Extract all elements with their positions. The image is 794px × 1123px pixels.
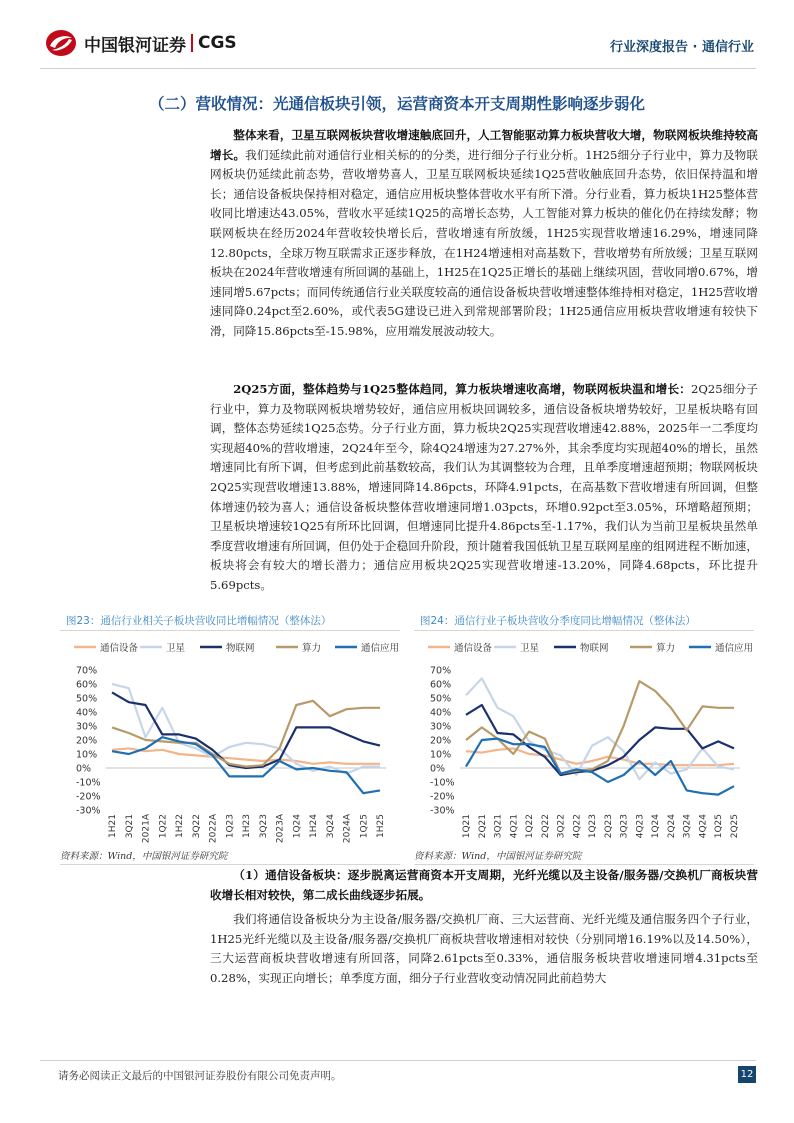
x-tick-label: 2Q23 xyxy=(603,814,614,839)
galaxy-logo-icon xyxy=(44,28,78,58)
x-tick-label: 3Q23 xyxy=(619,814,630,839)
x-tick-label: 2Q22 xyxy=(540,814,551,839)
legend-label: 物联网 xyxy=(580,643,609,654)
paragraph-equipment-body xyxy=(210,910,758,988)
chart-title: 图24：通信行业子板块营收分季度同比增幅情况（整体法） xyxy=(420,615,696,627)
y-tick-label: 40% xyxy=(430,707,452,719)
y-tick-label: 10% xyxy=(76,749,98,761)
chart-legend xyxy=(74,642,399,654)
legend-label: 卫星 xyxy=(166,643,186,654)
chart-subsector-yoy xyxy=(60,612,400,844)
logo xyxy=(44,28,237,58)
y-tick-label: 60% xyxy=(76,679,98,691)
series-line-通信设备 xyxy=(466,748,734,765)
x-tick-label: 4Q22 xyxy=(572,814,583,839)
chart-legend xyxy=(428,642,753,654)
page-number: 12 xyxy=(738,1066,756,1083)
paragraph-lead: （1）通信设备板块：逐步脱离运营商资本开支周期，光纤光缆以及主设备/服务器/交换机厂商板块营收增长相对较快，第二成长曲线逐步拓展。 xyxy=(210,868,758,902)
x-tick-label: 1Q23 xyxy=(588,814,599,839)
y-axis xyxy=(76,666,101,817)
y-tick-label: -10% xyxy=(430,777,455,789)
x-axis xyxy=(462,814,740,839)
chart-title: 图23：通信行业相关子板块营收同比增幅情况（整体法） xyxy=(66,615,332,627)
x-tick-label: 2022A xyxy=(208,814,219,844)
legend-label: 物联网 xyxy=(226,643,255,654)
x-tick-label: 3Q21 xyxy=(124,814,135,839)
legend-label: 通信应用 xyxy=(715,643,754,654)
y-tick-label: -30% xyxy=(430,805,455,817)
paragraph-body: 我们将通信设备板块分为主设备/服务器/交换机厂商、三大运营商、光纤光缆及通信服务四个子行业，1H25光纤光缆以及主设备/服务器/交换机厂商板块营收增速相对较快（分别同增16.19%以及14.50%），三大运营商板块营收增速有所回落，同降2.61pcts至0.33%，通信服务板块营收增速同增4.31pcts至0.28%，实现正向增长；单季度方面，细分子行业营收变动情况同此前趋势大 xyxy=(210,912,758,985)
footer-disclaimer: 请务必阅读正文最后的中国银河证券股份有限公司免责声明。 xyxy=(58,1070,342,1082)
x-tick-label: 2024A xyxy=(342,814,353,844)
legend-label: 算力 xyxy=(302,643,322,654)
x-tick-label: 1H24 xyxy=(309,814,319,838)
x-axis xyxy=(108,813,386,843)
x-tick-label: 1Q25 xyxy=(359,814,370,839)
x-tick-label: 4Q23 xyxy=(635,814,646,839)
logo-separator xyxy=(191,34,193,52)
chart-divider xyxy=(60,864,400,865)
header-divider xyxy=(40,68,756,69)
paragraph-body: 2Q25细分子行业中，算力及物联网板块增势较好，通信应用板块回调较多，通信设备板块增势较好，卫星板块略有回调，整体态势延续1Q25态势。分子行业方面，算力板块2Q25实现营收增速42.88%，2025年一二季度均实现超40%的营收增速，2Q24年至今，除4Q24增速为27.27%外，其余季度均实现超40%的增长，虽然增速同比有所下调，但考虑到此前基数较高，我们认为其调整较为合理，且单季度增速超预期；物联网板块2Q25实现营收增速13.88%，增速同降14.86pcts，环降4.91pcts，在高基数下营收增速有所回调，但整体增速仍较为喜人；通信设备板块整体营收增速同增1.03pcts，环增0.92pct至3.05%，环增略超预期；卫星板块增速较1Q25有所环比回调，但增速同比提升4.86pcts至-1.17%，我们认为当前卫星板块虽然单季度营收增速有所回调，但仍处于企稳回升阶段，预计随着我国低轨卫星互联网星座的组网进程不断加速，板块将会有较大的增长潜力；通信应用板块2Q25实现营收增速-13.20%，同降4.68pcts，环比提升5.69pcts。 xyxy=(210,382,758,592)
chart-subsector-quarterly-yoy xyxy=(414,612,754,844)
series-line-通信设备 xyxy=(112,748,380,763)
x-tick-label: 3Q24 xyxy=(325,814,336,839)
paragraph-lead: 2Q25方面，整体趋势与1Q25整体趋同，算力板块增速收高增，物联网板块温和增长： xyxy=(233,382,692,396)
paragraph-overall xyxy=(210,126,758,342)
logo-text: 中国银河证券 xyxy=(84,35,186,56)
y-tick-label: 60% xyxy=(430,679,452,691)
x-tick-label: 1H23 xyxy=(242,814,252,838)
x-tick-label: 2Q24 xyxy=(666,814,677,839)
legend-label: 通信设备 xyxy=(454,643,493,654)
x-tick-label: 1H25 xyxy=(376,814,386,838)
chart-canvas xyxy=(60,638,400,844)
x-tick-label: 2021A xyxy=(141,814,152,844)
x-tick-label: 1Q22 xyxy=(525,814,536,839)
chart-source: 资料来源：Wind，中国银河证券研究院 xyxy=(414,851,582,862)
x-tick-label: 3Q21 xyxy=(493,814,504,839)
y-tick-label: 20% xyxy=(76,735,98,747)
x-tick-label: 3Q22 xyxy=(556,814,567,839)
x-tick-label: 1Q24 xyxy=(292,814,303,839)
footer-divider xyxy=(40,1060,756,1061)
chart-canvas xyxy=(414,638,754,844)
y-tick-label: 70% xyxy=(76,665,98,677)
x-tick-label: 1H21 xyxy=(108,814,118,838)
legend-label: 通信设备 xyxy=(100,643,139,654)
y-tick-label: 50% xyxy=(76,693,98,705)
x-tick-label: 4Q24 xyxy=(698,814,709,839)
x-tick-label: 4Q21 xyxy=(509,814,520,839)
section-title: （二）营收情况：光通信板块引领，运营商资本开支周期性影响逐步弱化 xyxy=(148,95,645,113)
y-tick-label: 50% xyxy=(430,693,452,705)
legend-label: 通信应用 xyxy=(361,643,400,654)
report-type: 行业深度报告 · 通信行业 xyxy=(610,40,754,55)
series-line-物联网 xyxy=(112,692,380,768)
x-tick-label: 3Q23 xyxy=(258,814,269,839)
page-header xyxy=(0,0,794,70)
y-tick-label: 40% xyxy=(76,707,98,719)
legend-label: 卫星 xyxy=(520,643,540,654)
series-line-通信应用 xyxy=(112,737,380,793)
series-line-算力 xyxy=(112,701,380,767)
y-axis xyxy=(430,666,455,817)
x-tick-label: 2023A xyxy=(275,814,286,844)
chart-divider xyxy=(414,630,754,631)
y-tick-label: -30% xyxy=(76,805,101,817)
y-tick-label: 70% xyxy=(430,665,452,677)
chart-divider xyxy=(414,864,754,865)
x-tick-label: 2Q25 xyxy=(730,814,740,839)
logo-cgs: CGS xyxy=(198,33,237,53)
chart-source: 资料来源：Wind，中国银河证券研究院 xyxy=(60,851,228,862)
y-tick-label: 30% xyxy=(430,721,452,733)
y-tick-label: -20% xyxy=(76,791,101,803)
legend-label: 算力 xyxy=(656,643,676,654)
y-tick-label: 30% xyxy=(76,721,98,733)
chart-divider xyxy=(60,630,400,631)
paragraph-lead: 整体来看，卫星互联网板块营收增速触底回升，人工智能驱动算力板块营收大增，物联网板块维持较高增长。 xyxy=(210,128,758,162)
y-tick-label: 10% xyxy=(430,749,452,761)
y-tick-label: 0% xyxy=(76,763,92,775)
x-tick-label: 1Q22 xyxy=(158,814,169,839)
x-tick-label: 1H22 xyxy=(175,814,185,838)
x-tick-label: 1Q25 xyxy=(714,814,725,839)
paragraph-2q25 xyxy=(210,380,758,596)
x-tick-label: 1Q21 xyxy=(462,814,472,839)
x-tick-label: 1Q24 xyxy=(651,814,662,839)
x-tick-label: 3Q24 xyxy=(682,814,693,839)
x-tick-label: 2Q21 xyxy=(477,814,488,839)
paragraph-body: 我们延续此前对通信行业相关标的的分类，进行细分子行业分析。1H25细分子行业中，算力及物联网板块仍延续此前态势，营收增势喜人，卫星互联网板块延续1Q25营收触底回升态势，依旧保持温和增长；通信设备板块保持相对稳定，通信应用板块整体营收水平有所下滑。分行业看，算力板块1H25整体营收同比增速达43.05%，营收水平延续1Q25的高增长态势，人工智能对算力板块的催化仍在持续发酵；物联网板块在经历2024年营收较快增长后，营收增速有所放缓，1H25实现营收增速16.29%，增速同降12.80pcts，全球万物互联需求正逐步释放，在1H24增速相对高基数下，营收增势有所放缓；卫星互联网板块在2024年营收增速有所回调的基础上，1H25在1Q25正增长的基础上继续巩固，营收同增0.67%，增速同增5.67pcts；而同传统通信行业关联度较高的通信设备板块营收增速整体维持相对稳定，1H25营收增速同降0.24pct至2.60%，或代表5G建设已进入到常规部署阶段；1H25通信应用板块营收增速有较快下滑，同降15.86pcts至-15.98%，应用端发展波动较大。 xyxy=(210,147,758,338)
paragraph-equipment-heading xyxy=(210,866,758,905)
x-tick-label: 1Q23 xyxy=(225,814,236,839)
y-tick-label: 20% xyxy=(430,735,452,747)
x-tick-label: 3Q22 xyxy=(191,814,202,839)
y-tick-label: -20% xyxy=(430,791,455,803)
y-tick-label: 0% xyxy=(430,763,446,775)
y-tick-label: -10% xyxy=(76,777,101,789)
